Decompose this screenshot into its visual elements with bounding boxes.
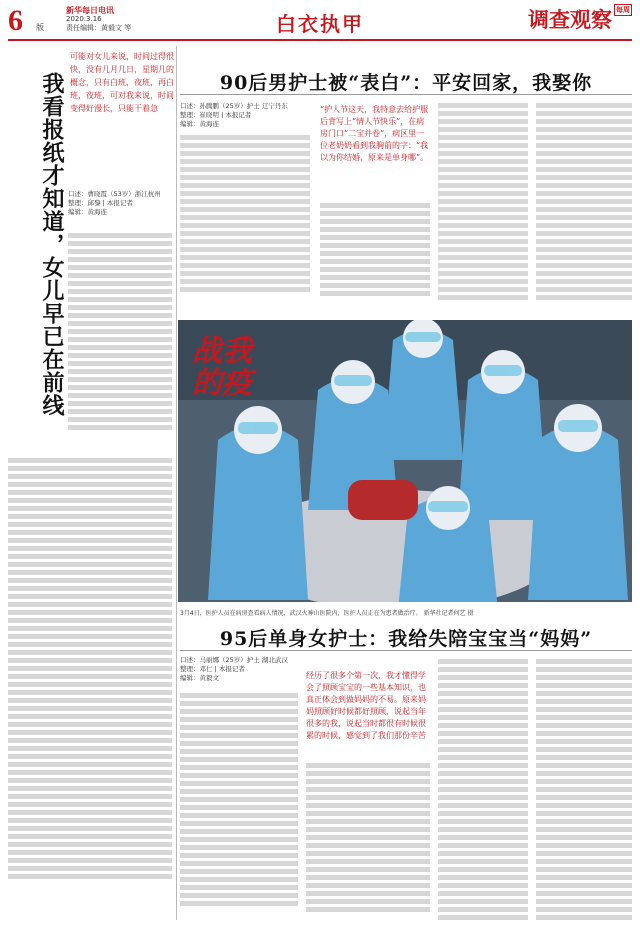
brand-sub: 每周: [616, 6, 630, 14]
top-body-col2: [320, 200, 430, 299]
bottom-byline: 口述：马丽娜（25岁）护士 湖北武汉 整理：邓仁 | 本报记者 编辑：黄毅文: [180, 656, 288, 682]
page-number: 6: [8, 4, 23, 37]
issue-date: 2020.3.16: [66, 15, 102, 23]
brand-name: 调查观察: [528, 8, 612, 32]
top-title-rule: [180, 94, 632, 95]
left-headline: 我看报纸才知道，女儿早已在前线: [39, 72, 65, 417]
news-photo: [178, 320, 632, 602]
left-byline: 口述：曹晓霞（53岁）浙江杭州 整理：邱黎 | 本报记者 编辑：黄海连: [68, 190, 161, 216]
bottom-body-col3: [438, 656, 528, 923]
column-divider: [176, 46, 177, 920]
bottom-title-rule: [180, 650, 632, 651]
bottom-headline: 95后单身女护士：我给失陪宝宝当“妈妈”: [219, 628, 593, 650]
top-body-col4: [536, 100, 632, 303]
page-suffix: 版: [36, 23, 44, 32]
photo-caption: 3月4日，医护人员在病房查看病人情况，武汉火神山医院内，医护人员正在为患者做治疗。 新华社记者何艺 摄: [180, 610, 474, 617]
header-rule: [8, 39, 632, 41]
section-title: 白衣执甲: [276, 12, 364, 36]
paper-name: 新华每日电讯: [66, 6, 114, 15]
top-pull-quote: “护人节这天，我特意去给护服后背写上“情人节快乐”，在病房门口“二宝并卷”，病区里一位老奶奶看到我胸前的字：“我以为你结婚，原来是单身哪”。: [320, 105, 429, 162]
left-pull-quote: 可能对女儿来说，时间过得很快，没有几月几日，星期几的概念，只有白班，夜班，再白班，夜班，可对我来说，时间变得好漫长，只能干着急: [70, 52, 174, 113]
top-body-col1: [180, 132, 310, 295]
bottom-body-col1: [180, 690, 298, 909]
editor-line: 责任编辑：黄毅文 等: [66, 24, 132, 32]
photo-overlay-text: 战我的疫: [192, 334, 252, 401]
bottom-pull-quote: 经历了很多个第一次，我才懂得学会了照顾宝宝的一些基本知识，也真正体会到做妈妈的不易。原来妈妈照顾好时候都好照顾，说起当年很多的我，说起当时都很有时候很累的时候，感觉到了我们那份辛苦: [306, 671, 426, 740]
top-body-col3: [438, 100, 528, 303]
left-body-lower: [8, 455, 172, 882]
bottom-body-col2: [306, 760, 430, 915]
brand-logo: [528, 4, 632, 34]
bottom-body-col4: [536, 656, 632, 923]
left-body-upper: [68, 230, 172, 433]
top-headline: 90后男护士被“表白”：平安回家，我娶你: [219, 72, 593, 94]
top-byline: 口述：孙腾鹏（25岁）护士 辽宁丹东 整理：崔晓明 | 本报记者 编辑：黄海连: [180, 102, 288, 128]
